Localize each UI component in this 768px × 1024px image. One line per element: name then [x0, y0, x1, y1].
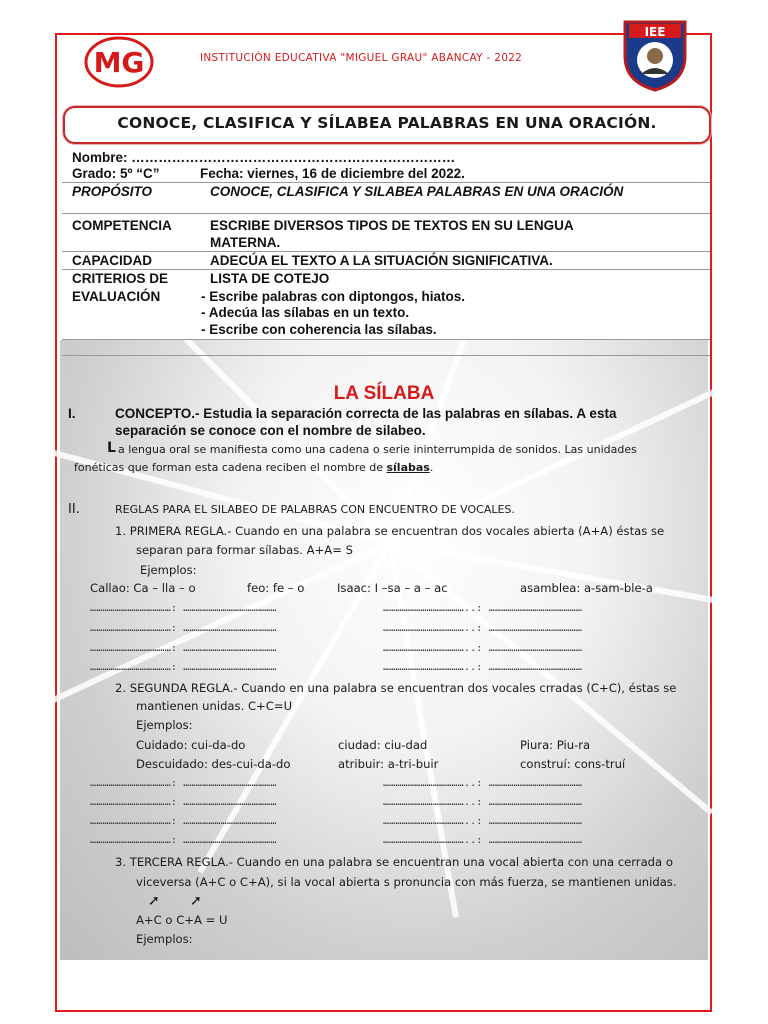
competence-value-line1: ESCRIBE DIVERSOS TIPOS DE TEXTOS EN SU LENGUA — [210, 218, 574, 233]
paragraph-line2: fonéticas que forman esta cadena reciben el nombre de sílabas. — [74, 461, 434, 474]
grade-text: Grado: 5º “C” — [72, 166, 160, 181]
criteria-label-line2: EVALUACIÓN — [72, 289, 161, 304]
answer-line-right[interactable]: …………………………………..: ……………………………………… — [383, 778, 583, 789]
rule1-example-1: Callao: Ca – lla – o — [90, 581, 196, 595]
answer-line-left[interactable]: …………………………………: ……………………………………… — [90, 816, 277, 827]
rule1-example-4: asamblea: a-sam-ble-a — [520, 581, 653, 595]
answer-line-right[interactable]: …………………………………..: ……………………………………… — [383, 816, 583, 827]
worksheet-title: CONOCE, CLASIFICA Y SÍLABEA PALABRAS EN UNA ORACIÓN. — [117, 114, 657, 132]
paragraph-line1: a lengua oral se manifiesta como una cadena o serie ininterrumpida de sonidos. Las unidades — [118, 443, 637, 456]
concept-line2: separación se conoce con el nombre de silabeo. — [115, 423, 426, 438]
arrow-icon: ➚ — [148, 893, 160, 909]
criteria-value-4: - Escribe con coherencia las sílabas. — [201, 322, 437, 337]
rule1-example-2: feo: fe – o — [247, 581, 305, 595]
criteria-value-3: - Adecúa las sílabas en un texto. — [201, 305, 410, 320]
rule2-example-1: Cuidado: cui-da-do — [136, 738, 246, 752]
answer-line-right[interactable]: …………………………………..: ……………………………………… — [383, 643, 583, 654]
drop-cap: L — [107, 440, 116, 456]
rule2-example-5: atribuir: a-tri-buir — [338, 757, 439, 771]
rule1-line1: 1. PRIMERA REGLA.- Cuando en una palabra se encuentran dos vocales abierta (A+A) éstas se — [115, 524, 665, 538]
answer-line-left[interactable]: …………………………………: ……………………………………… — [90, 797, 277, 808]
criteria-value-2: - Escribe palabras con diptongos, hiatos. — [201, 289, 466, 304]
rules-heading: REGLAS PARA EL SILABEO DE PALABRAS CON ENCUENTRO DE VOCALES. — [115, 503, 515, 516]
answer-line-right[interactable]: …………………………………..: ……………………………………… — [383, 603, 583, 614]
answer-line-right[interactable]: …………………………………..: ……………………………………… — [383, 797, 583, 808]
capacity-value: ADECÚA EL TEXTO A LA SITUACIÓN SIGNIFICATIVA. — [210, 253, 553, 268]
purpose-label: PROPÓSITO — [72, 184, 153, 199]
competence-value-line2: MATERNA. — [210, 235, 281, 250]
institution-name: INSTITUCIÓN EDUCATIVA "MIGUEL GRAU" ABANCAY - 2022 — [200, 52, 523, 64]
rule3-line2: viceversa (A+C o C+A), si la vocal abierta s pronuncia con más fuerza, se mantienen unidas. — [136, 875, 677, 889]
arrow-icon: ➚ — [190, 893, 202, 909]
competence-label: COMPETENCIA — [72, 218, 172, 233]
title-box — [63, 106, 711, 144]
answer-line-right[interactable]: …………………………………..: ……………………………………… — [383, 623, 583, 634]
section-heading: LA SÍLABA — [333, 383, 435, 404]
concept-number: I. — [68, 406, 76, 421]
rule2-line2: mantienen unidas. C+C=U — [136, 699, 293, 713]
mg-logo — [84, 36, 154, 88]
answer-line-left[interactable]: …………………………………: ……………………………………… — [90, 835, 277, 846]
concept-line1: CONCEPTO.- Estudia la separación correcta de las palabras en sílabas. A esta — [115, 406, 617, 421]
divider — [62, 213, 710, 214]
svg-text:IEE: IEE — [644, 25, 666, 39]
answer-line-left[interactable]: …………………………………: ……………………………………… — [90, 603, 277, 614]
answer-line-left[interactable]: …………………………………: ……………………………………… — [90, 662, 277, 673]
divider — [62, 251, 710, 252]
rule1-line2: separan para formar sílabas. A+A= S — [136, 543, 353, 557]
answer-line-right[interactable]: …………………………………..: ……………………………………… — [383, 835, 583, 846]
rule3-line1: 3. TERCERA REGLA.- Cuando en una palabra se encuentran una vocal abierta con una cerrada o — [115, 855, 673, 869]
rule2-examples-label: Ejemplos: — [136, 718, 193, 732]
rules-number: II. — [68, 502, 80, 517]
divider — [62, 182, 710, 183]
rule3-examples-label: Ejemplos: — [136, 932, 193, 946]
answer-line-left[interactable]: …………………………………: ……………………………………… — [90, 778, 277, 789]
rule2-example-2: ciudad: ciu-dad — [338, 738, 428, 752]
answer-line-left[interactable]: …………………………………: ……………………………………… — [90, 623, 277, 634]
divider — [62, 269, 710, 270]
divider — [62, 355, 710, 356]
capacity-label: CAPACIDAD — [72, 253, 152, 268]
criteria-label-line1: CRITERIOS DE — [72, 271, 169, 286]
answer-line-right[interactable]: …………………………………..: ……………………………………… — [383, 662, 583, 673]
divider — [62, 339, 710, 340]
rule3-formula: A+C o C+A = U — [136, 913, 228, 927]
criteria-value-1: LISTA DE COTEJO — [210, 271, 330, 286]
rule2-example-3: Piura: Piu-ra — [520, 738, 591, 752]
svg-text:MG: MG — [93, 46, 145, 79]
answer-line-left[interactable]: …………………………………: ……………………………………… — [90, 643, 277, 654]
rule1-example-3: Isaac: I –sa – a – ac — [337, 581, 448, 595]
name-field: Nombre: ……………………………………………………………… — [72, 150, 456, 165]
rule2-example-4: Descuidado: des-cui-da-do — [136, 757, 291, 771]
rule2-example-6: construí: cons-truí — [520, 757, 626, 771]
date-text: Fecha: viernes, 16 de diciembre del 2022. — [200, 166, 465, 181]
rule2-line1: 2. SEGUNDA REGLA.- Cuando en una palabra se encuentran dos vocales crradas (C+C), éstas se — [115, 681, 677, 695]
rule1-examples-label: Ejemplos: — [140, 563, 197, 577]
school-crest — [617, 16, 693, 92]
purpose-value: CONOCE, CLASIFICA Y SILABEA PALABRAS EN UNA ORACIÓN — [210, 184, 624, 199]
